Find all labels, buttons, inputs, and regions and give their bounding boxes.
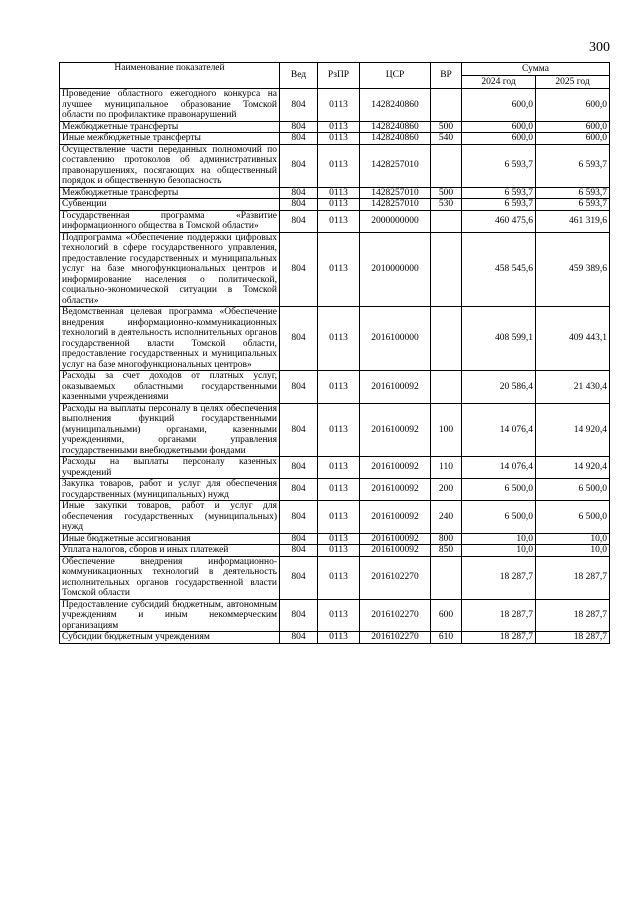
- cell-sum-2024: 460 475,6: [462, 210, 536, 232]
- cell-vr: 800: [431, 533, 462, 545]
- cell-vr: [431, 232, 462, 307]
- cell-name: Субвенции: [60, 199, 280, 211]
- cell-sum-2025: 600,0: [536, 89, 610, 122]
- cell-csr: 2000000000: [360, 210, 431, 232]
- cell-ved: 804: [280, 187, 318, 199]
- cell-sum-2024: 600,0: [462, 133, 536, 145]
- cell-sum-2024: 600,0: [462, 121, 536, 133]
- cell-vr: 500: [431, 187, 462, 199]
- cell-ved: 804: [280, 121, 318, 133]
- cell-sum-2025: 18 287,7: [536, 632, 610, 644]
- table-row: [60, 545, 610, 557]
- cell-ved: 804: [280, 501, 318, 534]
- cell-csr: 2016100092: [360, 457, 431, 479]
- cell-vr: 500: [431, 121, 462, 133]
- cell-sum-2024: 20 586,4: [462, 371, 536, 404]
- cell-vr: [431, 89, 462, 122]
- cell-csr: 2016100092: [360, 479, 431, 501]
- table-row: [60, 133, 610, 145]
- cell-sum-2025: 10,0: [536, 545, 610, 557]
- cell-ved: 804: [280, 133, 318, 145]
- cell-sum-2025: 10,0: [536, 533, 610, 545]
- cell-name: Расходы за счет доходов от платных услуг, оказываемых областными государственными казенными учреждениями: [60, 371, 280, 404]
- cell-ved: 804: [280, 545, 318, 557]
- cell-sum-2024: 14 076,4: [462, 403, 536, 457]
- cell-rzpr: 0113: [318, 599, 360, 632]
- header-vr: ВР: [431, 63, 462, 89]
- page-number: 300: [589, 40, 610, 55]
- cell-name: Иные закупки товаров, работ и услуг для обеспечения государственных (муниципальных) нужд: [60, 501, 280, 534]
- cell-rzpr: 0113: [318, 501, 360, 534]
- cell-sum-2024: 10,0: [462, 533, 536, 545]
- cell-name: Предоставление субсидий бюджетным, автономным учреждениям и иным некоммерческим организациям: [60, 599, 280, 632]
- cell-sum-2024: 14 076,4: [462, 457, 536, 479]
- table-row: [60, 121, 610, 133]
- cell-sum-2024: 18 287,7: [462, 556, 536, 599]
- cell-ved: 804: [280, 232, 318, 307]
- cell-csr: 1428257010: [360, 187, 431, 199]
- cell-sum-2024: 458 545,6: [462, 232, 536, 307]
- header-year-2025: 2025 год: [536, 76, 610, 89]
- cell-sum-2025: 18 287,7: [536, 599, 610, 632]
- cell-csr: 2016102270: [360, 632, 431, 644]
- cell-rzpr: 0113: [318, 199, 360, 211]
- cell-name: Расходы на выплаты персоналу казенных учреждений: [60, 457, 280, 479]
- cell-sum-2024: 408 599,1: [462, 307, 536, 371]
- cell-sum-2025: 6 593,7: [536, 144, 610, 187]
- cell-ved: 804: [280, 210, 318, 232]
- cell-csr: 1428240860: [360, 133, 431, 145]
- table-row: [60, 403, 610, 457]
- cell-name: Субсидии бюджетным учреждениям: [60, 632, 280, 644]
- cell-rzpr: 0113: [318, 632, 360, 644]
- cell-name: Иные межбюджетные трансферты: [60, 133, 280, 145]
- cell-ved: 804: [280, 632, 318, 644]
- table-row: [60, 210, 610, 232]
- cell-ved: 804: [280, 556, 318, 599]
- cell-name: Уплата налогов, сборов и иных платежей: [60, 545, 280, 557]
- cell-name: Межбюджетные трансферты: [60, 121, 280, 133]
- cell-csr: 2016100092: [360, 371, 431, 404]
- cell-sum-2024: 10,0: [462, 545, 536, 557]
- cell-rzpr: 0113: [318, 533, 360, 545]
- cell-sum-2025: 21 430,4: [536, 371, 610, 404]
- cell-sum-2025: 6 500,0: [536, 479, 610, 501]
- cell-sum-2025: 14 920,4: [536, 457, 610, 479]
- cell-csr: 1428240860: [360, 89, 431, 122]
- table-row: [60, 144, 610, 187]
- cell-csr: 2016100092: [360, 403, 431, 457]
- cell-ved: 804: [280, 457, 318, 479]
- table-body: [60, 89, 610, 644]
- cell-sum-2025: 461 319,6: [536, 210, 610, 232]
- cell-sum-2024: 6 500,0: [462, 479, 536, 501]
- cell-sum-2024: 600,0: [462, 89, 536, 122]
- table-row: [60, 457, 610, 479]
- cell-sum-2025: 600,0: [536, 133, 610, 145]
- cell-rzpr: 0113: [318, 144, 360, 187]
- cell-ved: 804: [280, 403, 318, 457]
- cell-rzpr: 0113: [318, 187, 360, 199]
- cell-name: Расходы на выплаты персоналу в целях обеспечения выполнения функций государственными (муниципальными) органами, казенными учреждениями, органами управления государственными внебюджетными фондами: [60, 403, 280, 457]
- cell-csr: 2016100092: [360, 545, 431, 557]
- cell-rzpr: 0113: [318, 210, 360, 232]
- cell-csr: 2016102270: [360, 599, 431, 632]
- cell-csr: 2010000000: [360, 232, 431, 307]
- table-row: [60, 187, 610, 199]
- cell-ved: 804: [280, 199, 318, 211]
- cell-vr: 530: [431, 199, 462, 211]
- cell-sum-2024: 18 287,7: [462, 632, 536, 644]
- cell-vr: [431, 144, 462, 187]
- cell-sum-2025: 6 500,0: [536, 501, 610, 534]
- cell-rzpr: 0113: [318, 307, 360, 371]
- cell-vr: 200: [431, 479, 462, 501]
- table-header: [60, 63, 610, 89]
- cell-rzpr: 0113: [318, 457, 360, 479]
- cell-name: Иные бюджетные ассигнования: [60, 533, 280, 545]
- cell-sum-2025: 409 443,1: [536, 307, 610, 371]
- cell-rzpr: 0113: [318, 89, 360, 122]
- table-row: [60, 307, 610, 371]
- header-rzpr: РзПР: [318, 63, 360, 89]
- cell-sum-2025: 459 389,6: [536, 232, 610, 307]
- table-row: [60, 371, 610, 404]
- cell-rzpr: 0113: [318, 232, 360, 307]
- cell-csr: 2016100092: [360, 501, 431, 534]
- cell-rzpr: 0113: [318, 121, 360, 133]
- cell-sum-2025: 600,0: [536, 121, 610, 133]
- cell-ved: 804: [280, 533, 318, 545]
- cell-rzpr: 0113: [318, 556, 360, 599]
- cell-name: Подпрограмма «Обеспечение поддержки цифровых технологий в сфере государственного управления, предоставление государственных и муниципальных услуг на базе многофункциональных центров и информирование населения о политической, социально-экономической ситуации в Томской области»: [60, 232, 280, 307]
- budget-table: [59, 62, 610, 644]
- cell-vr: [431, 556, 462, 599]
- cell-vr: 850: [431, 545, 462, 557]
- cell-csr: 2016102270: [360, 556, 431, 599]
- cell-name: Закупка товаров, работ и услуг для обеспечения государственных (муниципальных) нужд: [60, 479, 280, 501]
- cell-sum-2024: 6 593,7: [462, 144, 536, 187]
- cell-csr: 2016100000: [360, 307, 431, 371]
- cell-sum-2024: 6 500,0: [462, 501, 536, 534]
- table-row: [60, 89, 610, 122]
- cell-name: Осуществление части переданных полномочий по составлению протоколов об административных правонарушениях, посягающих на общественный порядок и общественную безопасность: [60, 144, 280, 187]
- cell-ved: 804: [280, 144, 318, 187]
- cell-sum-2024: 6 593,7: [462, 199, 536, 211]
- table-row: [60, 599, 610, 632]
- cell-csr: 1428257010: [360, 199, 431, 211]
- table-row: [60, 479, 610, 501]
- cell-vr: 540: [431, 133, 462, 145]
- cell-name: Проведение областного ежегодного конкурса на лучшее муниципальное образование Томской области по профилактике правонарушений: [60, 89, 280, 122]
- cell-vr: 100: [431, 403, 462, 457]
- cell-sum-2024: 6 593,7: [462, 187, 536, 199]
- cell-vr: [431, 307, 462, 371]
- table-row: [60, 501, 610, 534]
- cell-sum-2025: 14 920,4: [536, 403, 610, 457]
- header-name: Наименование показателей: [60, 63, 280, 89]
- cell-rzpr: 0113: [318, 479, 360, 501]
- cell-csr: 2016100092: [360, 533, 431, 545]
- cell-rzpr: 0113: [318, 133, 360, 145]
- cell-name: Обеспечение внедрения информационно-коммуникационных технологий в деятельность исполнительных органов государственной власти Томской области: [60, 556, 280, 599]
- cell-name: Ведомственная целевая программа «Обеспечение внедрения информационно-коммуникационных технологий в деятельность исполнительных органов государственной власти Томской области, предоставление государственных и муниципальных услуг на базе многофункциональных центров»: [60, 307, 280, 371]
- header-year-2024: 2024 год: [462, 76, 536, 89]
- cell-vr: [431, 210, 462, 232]
- cell-sum-2025: 18 287,7: [536, 556, 610, 599]
- cell-vr: 240: [431, 501, 462, 534]
- cell-ved: 804: [280, 479, 318, 501]
- header-sum: Сумма: [462, 63, 610, 76]
- cell-ved: 804: [280, 89, 318, 122]
- cell-csr: 1428257010: [360, 144, 431, 187]
- cell-name: Межбюджетные трансферты: [60, 187, 280, 199]
- cell-vr: [431, 371, 462, 404]
- table-row: [60, 533, 610, 545]
- cell-ved: 804: [280, 599, 318, 632]
- cell-sum-2024: 18 287,7: [462, 599, 536, 632]
- cell-csr: 1428240860: [360, 121, 431, 133]
- cell-vr: 110: [431, 457, 462, 479]
- cell-ved: 804: [280, 371, 318, 404]
- header-ved: Вед: [280, 63, 318, 89]
- cell-name: Государственная программа «Развитие информационного общества в Томской области»: [60, 210, 280, 232]
- table-row: [60, 556, 610, 599]
- table-row: [60, 199, 610, 211]
- cell-vr: 600: [431, 599, 462, 632]
- table-row: [60, 632, 610, 644]
- cell-ved: 804: [280, 307, 318, 371]
- table-row: [60, 232, 610, 307]
- cell-sum-2025: 6 593,7: [536, 187, 610, 199]
- cell-rzpr: 0113: [318, 403, 360, 457]
- cell-sum-2025: 6 593,7: [536, 199, 610, 211]
- cell-rzpr: 0113: [318, 545, 360, 557]
- cell-vr: 610: [431, 632, 462, 644]
- cell-rzpr: 0113: [318, 371, 360, 404]
- header-csr: ЦСР: [360, 63, 431, 89]
